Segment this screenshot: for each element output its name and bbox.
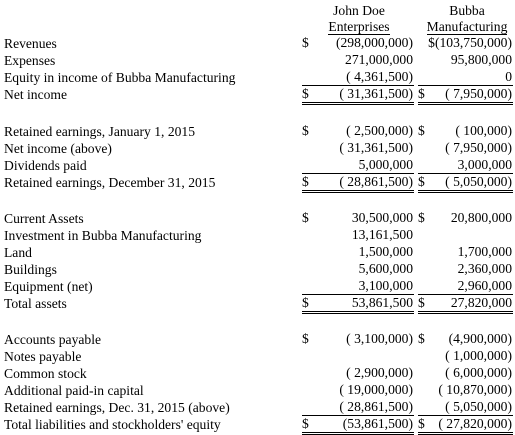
row-investment-bubba bbox=[0, 227, 515, 244]
cell-john-doe bbox=[302, 227, 414, 243]
cell-bubba bbox=[418, 227, 513, 243]
column-header-bubba-line2: Manufacturing bbox=[426, 19, 508, 34]
row-label: Buildings bbox=[4, 262, 57, 277]
amount: ( 3,100,000) bbox=[346, 331, 413, 346]
amount: ( 28,861,500) bbox=[339, 174, 413, 189]
amount: ( 28,861,500) bbox=[339, 399, 413, 414]
amount: (298,000,000) bbox=[335, 35, 413, 50]
amount: ( 10,870,000) bbox=[438, 382, 512, 397]
currency-sign: $ bbox=[302, 416, 309, 431]
column-header-john-doe bbox=[300, 3, 418, 35]
cell-bubba bbox=[418, 140, 513, 156]
row-re-jan1 bbox=[0, 123, 515, 140]
cell-bubba bbox=[418, 157, 513, 174]
amount: 0 bbox=[505, 69, 512, 84]
cell-bubba bbox=[418, 365, 513, 381]
currency-sign: $ bbox=[418, 210, 425, 225]
amount: ( 1,000,000) bbox=[445, 348, 512, 363]
row-label: Retained earnings, January 1, 2015 bbox=[4, 124, 196, 139]
amount: ( 19,000,000) bbox=[339, 382, 413, 397]
cell-john-doe bbox=[302, 52, 414, 68]
amount: 53,861,500 bbox=[351, 295, 413, 310]
cell-john-doe bbox=[302, 210, 414, 226]
currency-sign: $ bbox=[302, 35, 309, 50]
cell-bubba bbox=[418, 399, 513, 416]
cell-john-doe bbox=[302, 69, 414, 86]
row-equipment bbox=[0, 278, 515, 295]
amount: 3,000,000 bbox=[457, 157, 512, 172]
amount: (53,861,500) bbox=[342, 416, 413, 431]
cell-bubba bbox=[418, 69, 513, 86]
cell-john-doe bbox=[302, 123, 414, 139]
row-accounts-payable bbox=[0, 331, 515, 348]
cell-john-doe bbox=[302, 140, 414, 156]
row-label: Net income (above) bbox=[4, 141, 112, 156]
row-label: Total liabilities and stockholders' equity bbox=[4, 417, 221, 432]
row-total-assets bbox=[0, 295, 515, 312]
currency-sign: $ bbox=[418, 295, 425, 310]
currency-sign: $ bbox=[302, 174, 309, 189]
cell-john-doe bbox=[302, 35, 414, 51]
row-label: Dividends paid bbox=[4, 158, 87, 173]
amount: 2,360,000 bbox=[457, 261, 512, 276]
amount: ( 4,361,500) bbox=[346, 69, 413, 84]
amount: ( 7,950,000) bbox=[445, 86, 512, 101]
cell-bubba bbox=[418, 382, 513, 398]
currency-sign: $ bbox=[418, 86, 425, 101]
currency-sign: $ bbox=[418, 174, 425, 189]
cell-john-doe bbox=[302, 295, 414, 314]
cell-bubba bbox=[418, 244, 513, 260]
row-re-dec31-above bbox=[0, 399, 515, 416]
row-expenses bbox=[0, 52, 515, 69]
row-label: Accounts payable bbox=[4, 332, 102, 347]
cell-bubba bbox=[418, 35, 513, 51]
cell-bubba bbox=[418, 123, 513, 139]
cell-john-doe bbox=[302, 416, 414, 435]
column-header-bubba bbox=[418, 3, 515, 35]
row-notes-payable bbox=[0, 348, 515, 365]
currency-sign: $ bbox=[418, 123, 425, 138]
row-net-income bbox=[0, 86, 515, 103]
cell-john-doe bbox=[302, 174, 414, 193]
amount: 1,500,000 bbox=[358, 244, 413, 259]
cell-bubba bbox=[418, 52, 513, 68]
cell-bubba bbox=[418, 348, 513, 364]
row-label: Revenues bbox=[4, 36, 57, 51]
currency-sign: $ bbox=[302, 123, 309, 138]
row-label: Net income bbox=[4, 87, 68, 102]
currency-sign: $ bbox=[302, 331, 309, 346]
cell-john-doe bbox=[302, 348, 414, 364]
amount: 271,000,000 bbox=[345, 52, 413, 67]
amount: 13,161,500 bbox=[351, 227, 413, 242]
row-dividends-paid bbox=[0, 157, 515, 174]
cell-bubba bbox=[418, 210, 513, 226]
row-label: Retained earnings, Dec. 31, 2015 (above) bbox=[4, 400, 230, 415]
amount: ( 31,361,500) bbox=[339, 86, 413, 101]
row-label: Equity in income of Bubba Manufacturing bbox=[4, 70, 236, 85]
cell-bubba bbox=[418, 261, 513, 277]
cell-bubba bbox=[418, 295, 513, 314]
cell-john-doe bbox=[302, 399, 414, 416]
row-label: Current Assets bbox=[4, 211, 84, 226]
amount: $(103,750,000) bbox=[428, 35, 512, 50]
amount: 27,820,000 bbox=[450, 295, 512, 310]
column-header-bubba-line1: Bubba bbox=[449, 3, 485, 18]
cell-john-doe bbox=[302, 157, 414, 174]
currency-sign: $ bbox=[302, 295, 309, 310]
amount: ( 6,000,000) bbox=[445, 365, 512, 380]
cell-john-doe bbox=[302, 382, 414, 398]
cell-john-doe bbox=[302, 261, 414, 277]
currency-sign: $ bbox=[418, 331, 425, 346]
currency-sign: $ bbox=[302, 86, 309, 101]
amount: (4,900,000) bbox=[448, 331, 512, 346]
cell-bubba bbox=[418, 174, 513, 193]
amount: 2,960,000 bbox=[457, 278, 512, 293]
row-label: Investment in Bubba Manufacturing bbox=[4, 228, 202, 243]
cell-john-doe bbox=[302, 331, 414, 347]
cell-john-doe bbox=[302, 86, 414, 105]
amount: 1,700,000 bbox=[457, 244, 512, 259]
row-net-income-above bbox=[0, 140, 515, 157]
cell-bubba bbox=[418, 86, 513, 105]
cell-john-doe bbox=[302, 278, 414, 295]
row-re-dec31 bbox=[0, 174, 515, 191]
cell-bubba bbox=[418, 331, 513, 347]
amount: 3,100,000 bbox=[358, 278, 413, 293]
row-apic bbox=[0, 382, 515, 399]
amount: 5,600,000 bbox=[358, 261, 413, 276]
row-label: Common stock bbox=[4, 366, 87, 381]
amount: 30,500,000 bbox=[351, 210, 413, 225]
amount: ( 2,900,000) bbox=[346, 365, 413, 380]
amount: 95,800,000 bbox=[450, 52, 512, 67]
amount: ( 5,050,000) bbox=[445, 174, 512, 189]
amount: ( 100,000) bbox=[455, 123, 512, 138]
cell-john-doe bbox=[302, 365, 414, 381]
amount: ( 27,820,000) bbox=[438, 416, 512, 431]
amount: ( 7,950,000) bbox=[445, 140, 512, 155]
amount: 5,000,000 bbox=[358, 157, 413, 172]
row-revenues bbox=[0, 35, 515, 52]
row-label: Equipment (net) bbox=[4, 279, 93, 294]
column-header-john-doe-line1: John Doe bbox=[333, 3, 385, 18]
row-land bbox=[0, 244, 515, 261]
row-label: Notes payable bbox=[4, 349, 82, 364]
row-total-liab-equity bbox=[0, 416, 515, 433]
row-buildings bbox=[0, 261, 515, 278]
row-label: Retained earnings, December 31, 2015 bbox=[4, 175, 216, 190]
cell-john-doe bbox=[302, 244, 414, 260]
row-equity-income bbox=[0, 69, 515, 86]
amount: ( 5,050,000) bbox=[445, 399, 512, 414]
row-label: Land bbox=[4, 245, 32, 260]
row-current-assets bbox=[0, 210, 515, 227]
amount: 20,800,000 bbox=[450, 210, 512, 225]
row-label: Additional paid-in capital bbox=[4, 383, 144, 398]
column-header-john-doe-line2: Enterprises bbox=[328, 19, 390, 34]
row-label: Total assets bbox=[4, 296, 67, 311]
amount: ( 31,361,500) bbox=[339, 140, 413, 155]
cell-bubba bbox=[418, 416, 513, 435]
currency-sign: $ bbox=[302, 210, 309, 225]
cell-bubba bbox=[418, 278, 513, 295]
amount: ( 2,500,000) bbox=[346, 123, 413, 138]
row-common-stock bbox=[0, 365, 515, 382]
currency-sign: $ bbox=[418, 416, 425, 431]
row-label: Expenses bbox=[4, 53, 56, 68]
